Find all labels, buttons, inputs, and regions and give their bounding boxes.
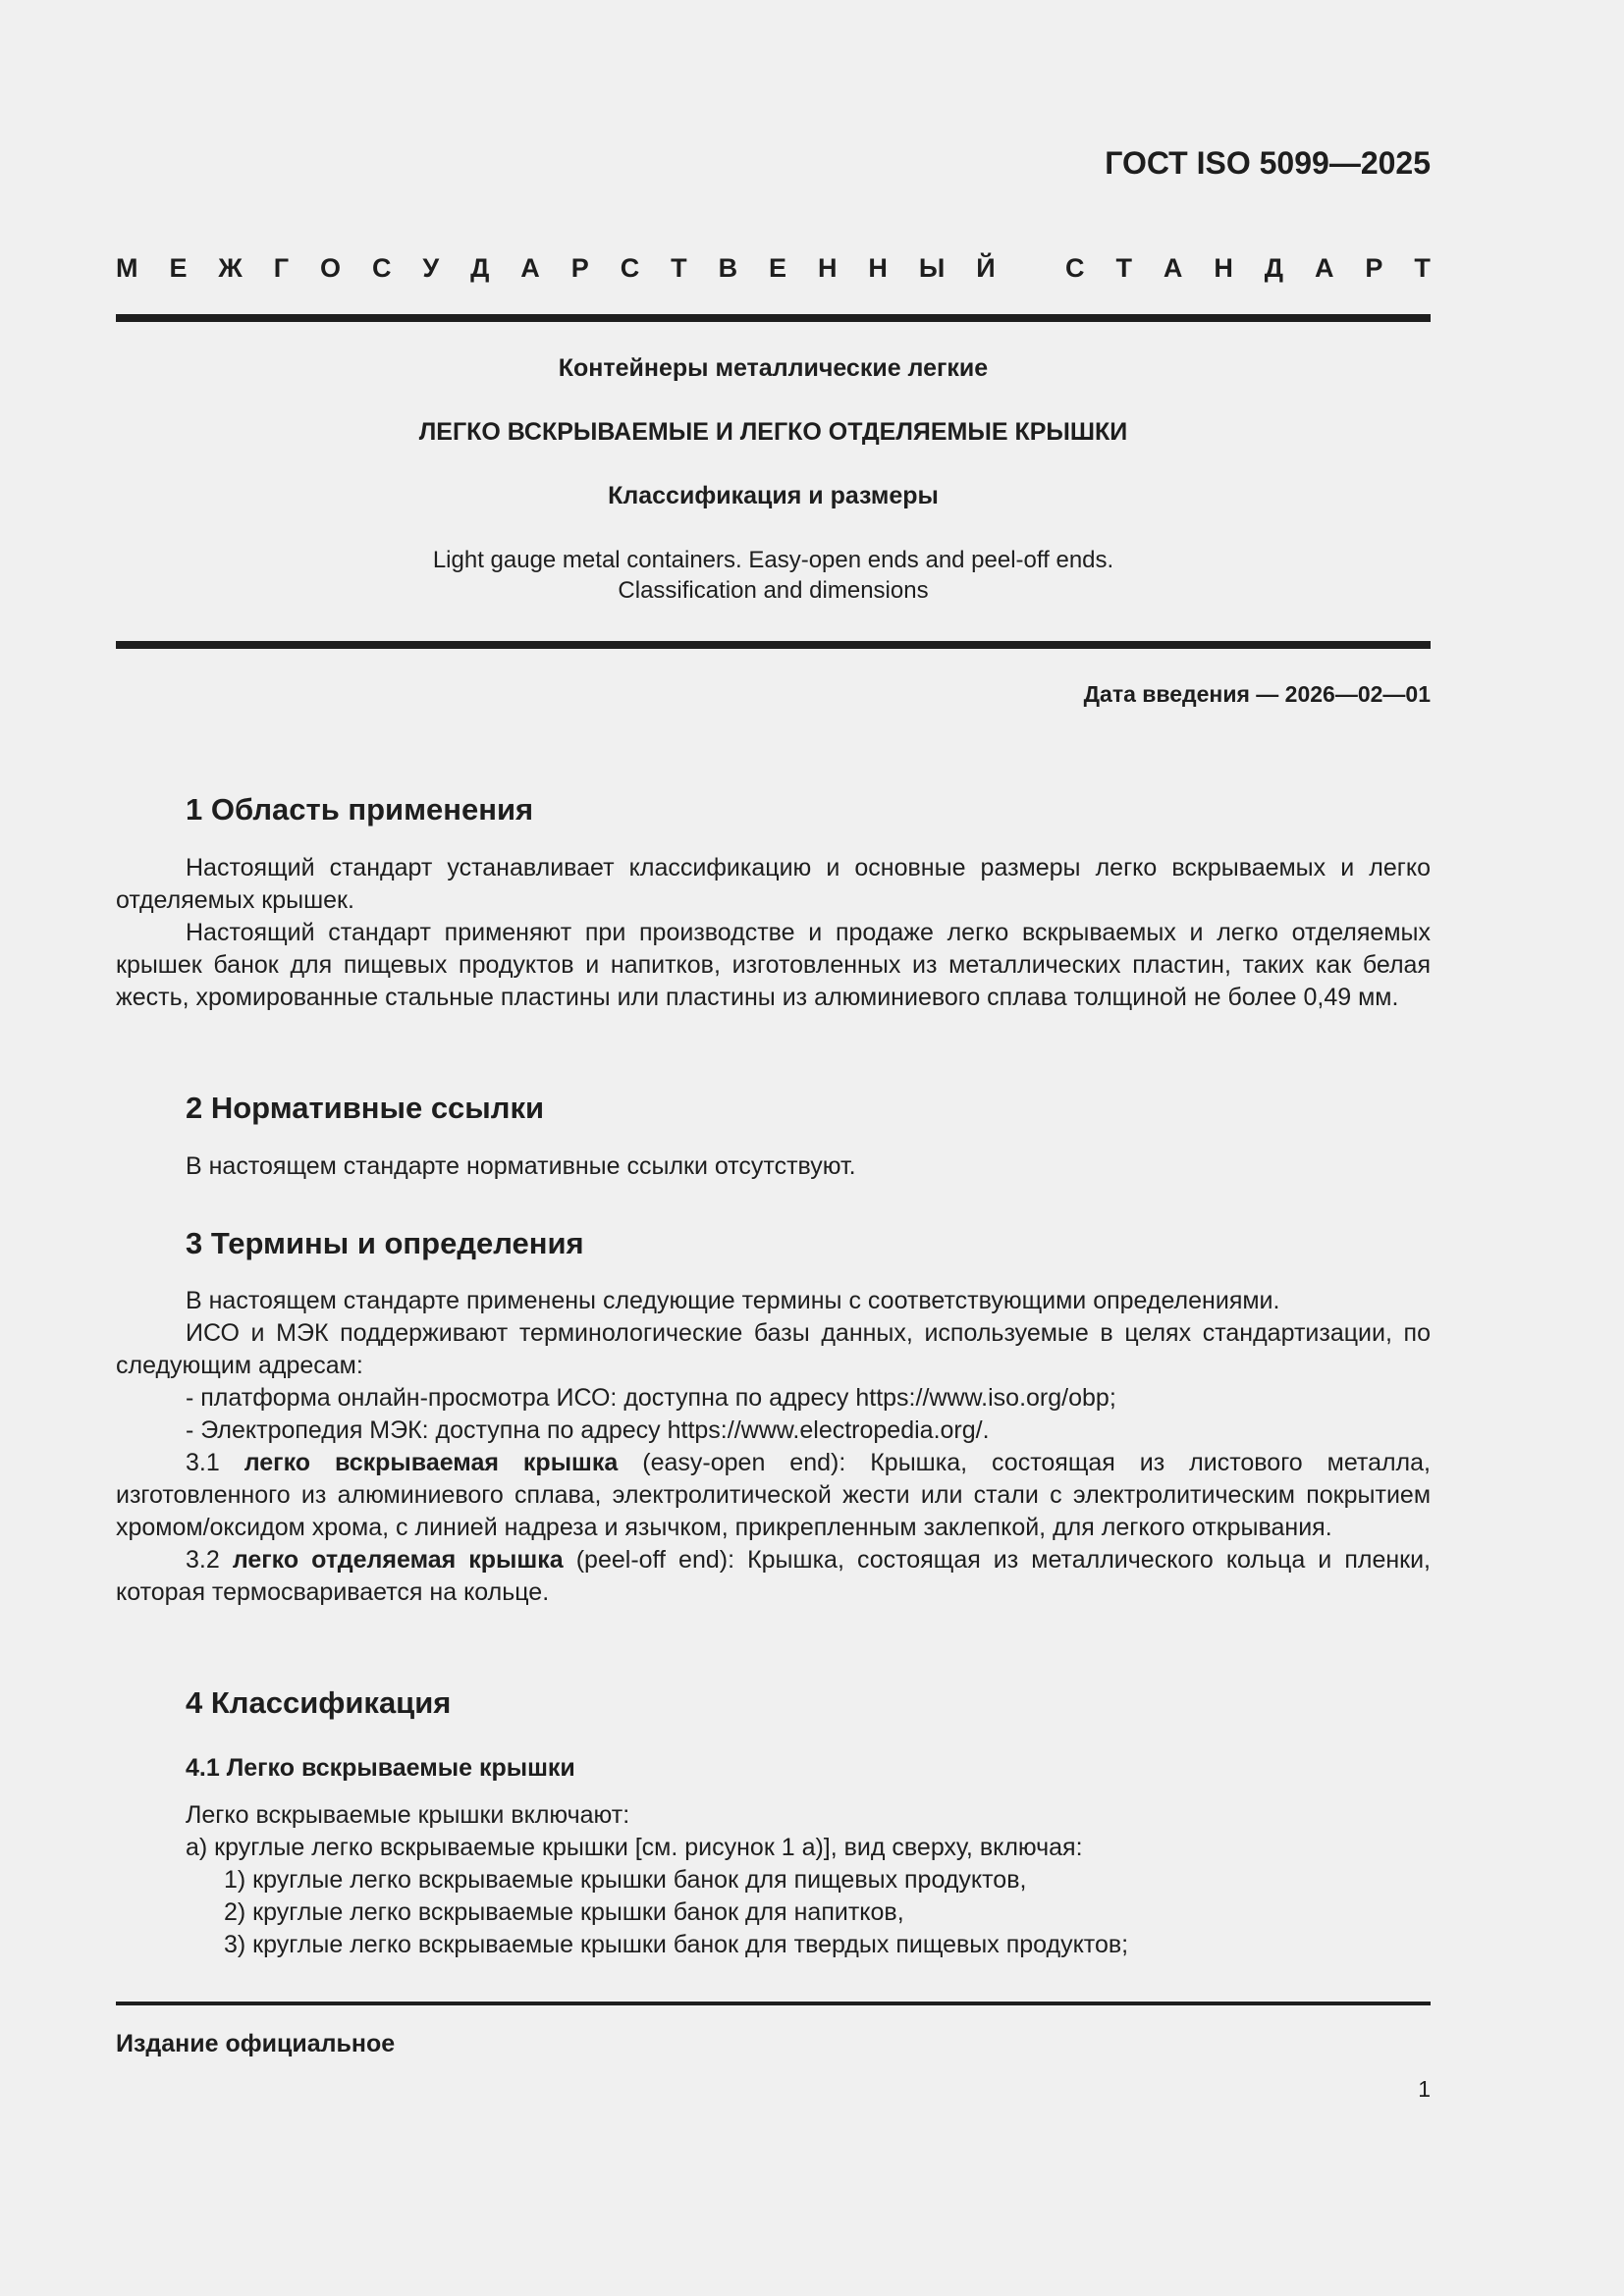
page-number: 1: [1418, 2076, 1431, 2102]
interstate-standard-banner: [116, 253, 1431, 284]
term-3-2-title: легко отделяемая крышка: [232, 1546, 564, 1574]
term-3-2-definition: (peel-off end): Крышка, состоящая из металлического кольца и пленки, которая термосваривается на кольце.: [116, 1546, 1432, 1606]
section-3-list-item-1: - платформа онлайн-просмотра ИСО: доступна по адресу https://www.iso.org/obp;: [186, 1384, 1116, 1412]
banner-letter: Н: [1214, 253, 1233, 283]
list-item-a3: 3) круглые легко вскрываемые крышки банок для твердых пищевых продуктов;: [224, 1931, 1129, 1958]
banner-letter: Н: [817, 253, 838, 283]
banner-letter: М: [116, 253, 138, 283]
banner-letter: Н: [868, 253, 888, 283]
banner-letter: Д: [1264, 253, 1283, 283]
term-3-1-number: 3.1: [186, 1449, 244, 1476]
section-1-heading: 1 Область применения: [186, 792, 534, 827]
english-title-line-2: Classification and dimensions: [618, 577, 929, 604]
term-3-2-number: 3.2: [186, 1546, 233, 1574]
banner-letter: А: [520, 253, 540, 283]
banner-letter: С: [620, 253, 640, 283]
banner-letter: Е: [769, 253, 787, 283]
banner-letter: А: [1163, 253, 1183, 283]
list-item-a1: 1) круглые легко вскрываемые крышки банок для пищевых продуктов,: [224, 1866, 1027, 1894]
title-line-3: Классификация и размеры: [608, 482, 939, 509]
footer-rule: [116, 2002, 1431, 2005]
term-3-2: [116, 1544, 1431, 1609]
document-code: ГОСТ ISO 5099—2025: [1105, 145, 1431, 181]
banner-letter: Ы: [918, 253, 946, 283]
title-bottom-rule: [116, 641, 1431, 649]
section-4-body: [116, 1799, 1431, 1961]
section-2-heading: 2 Нормативные ссылки: [186, 1091, 545, 1125]
english-title-line-1: Light gauge metal containers. Easy-open ends and peel-off ends.: [432, 547, 1114, 573]
banner-letter: О: [319, 253, 341, 283]
section-3-list-item-2: - Электропедия МЭК: доступна по адресу https://www.electropedia.org/.: [186, 1416, 990, 1444]
banner-letter: А: [1314, 253, 1334, 283]
section-1-paragraph-2: Настоящий стандарт применяют при производстве и продаже легко вскрываемых и легко отделяемых крышек банок для пищевых продуктов и напитков, изготовленных из металлических пластин, таких как белая жесть, хромированные стальные пластины или пластины из алюминиевого сплава толщиной не более 0,49 мм.: [116, 919, 1431, 1011]
list-item-a: а) круглые легко вскрываемые крышки [см. рисунок 1 а)], вид сверху, включая:: [186, 1834, 1083, 1861]
banner-letter: Е: [169, 253, 188, 283]
section-4-1-heading: 4.1 Легко вскрываемые крышки: [186, 1754, 575, 1782]
section-3-paragraph-2: ИСО и МЭК поддерживают терминологические базы данных, используемые в целях стандартизации, по следующим адресам:: [116, 1319, 1431, 1379]
banner-letter: Р: [1365, 253, 1383, 283]
banner-letter: Р: [570, 253, 589, 283]
banner-letter: Т: [1115, 253, 1132, 283]
banner-letter: У: [422, 253, 440, 283]
section-2-body: [116, 1150, 1431, 1183]
english-title: [116, 545, 1431, 606]
introduction-date: Дата введения — 2026—02—01: [1083, 681, 1431, 707]
section-3-paragraph-1: В настоящем стандарте применены следующие термины с соответствующими определениями.: [186, 1287, 1280, 1314]
section-4-heading: 4 Классификация: [186, 1685, 452, 1720]
section-2-paragraph-1: В настоящем стандарте нормативные ссылки отсутствуют.: [186, 1152, 856, 1180]
banner-letter: С: [1065, 253, 1085, 283]
banner-letter: Г: [273, 253, 290, 283]
title-line-2: ЛЕГКО ВСКРЫВАЕМЫЕ И ЛЕГКО ОТДЕЛЯЕМЫЕ КРЫШКИ: [418, 418, 1128, 446]
top-rule: [116, 314, 1431, 322]
section-3-heading: 3 Термины и определения: [186, 1226, 584, 1260]
banner-letter: Ж: [218, 253, 243, 283]
term-3-1-title: легко вскрываемая крышка: [244, 1449, 619, 1476]
banner-letter: Т: [1414, 253, 1431, 283]
banner-letter: Й: [976, 253, 996, 283]
section-3-body: [116, 1285, 1431, 1609]
banner-letter: [1027, 253, 1035, 284]
banner-letter: Д: [470, 253, 490, 283]
section-4-paragraph-1: Легко вскрываемые крышки включают:: [186, 1801, 630, 1829]
banner-letter: С: [371, 253, 392, 283]
section-1-paragraph-1: Настоящий стандарт устанавливает классификацию и основные размеры легко вскрываемых и легко отделяемых крышек.: [116, 854, 1431, 914]
banner-letter: В: [718, 253, 738, 283]
section-1-body: [116, 852, 1431, 1014]
official-edition-label: Издание официальное: [116, 2030, 396, 2057]
title-line-1: Контейнеры металлические легкие: [558, 354, 989, 382]
term-3-1-definition: (easy-open end): Крышка, состоящая из листового металла, изготовленного из алюминиевого сплава, электролитической жести или стали с электролитическим покрытием хромом/оксидом хрома, с линией надреза и язычком, прикрепленным заклепкой, для легкого открывания.: [116, 1449, 1431, 1541]
banner-letter: Т: [671, 253, 687, 283]
list-item-a2: 2) круглые легко вскрываемые крышки банок для напитков,: [224, 1898, 904, 1926]
term-3-1: [116, 1447, 1431, 1544]
